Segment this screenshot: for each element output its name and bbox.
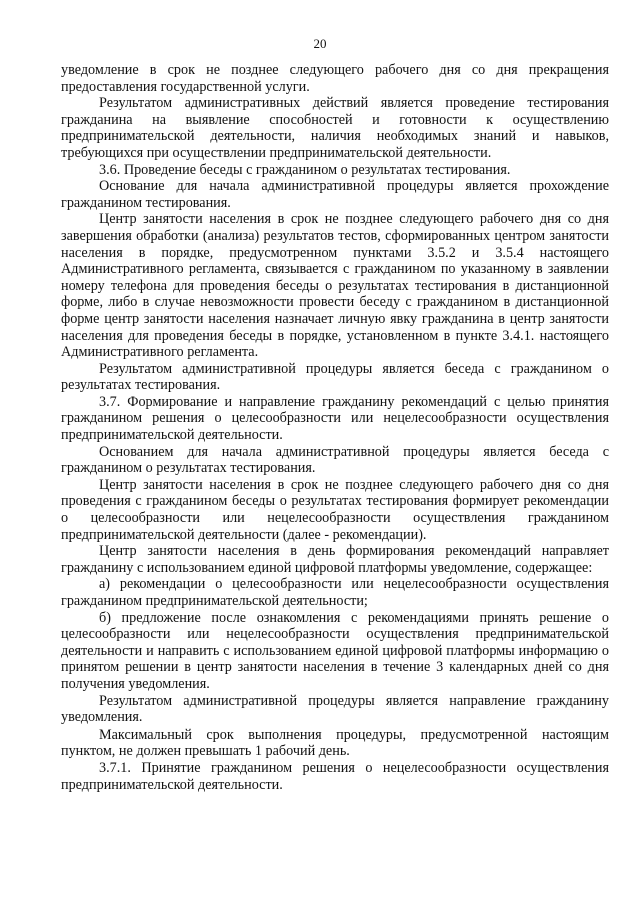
document-body [61, 62, 609, 793]
paragraph-procedure-3-6: Центр занятости населения в срок не позднее следующего рабочего дня со дня завершения обработки (анализа) результатов тестов, сформированных центром занятости населения в порядке, предусмотренном пунктами 3.5.2 и 3.5.4 настоящего Административного регламента, связывается с гражданином по указанному в заявлении номеру телефона для проведения беседы о результатах тестирования в дистанционной форме, либо в случае невозможности провести беседу с гражданином в дистанционной форме центр занятости населения назначает личную явку гражданина в центр занятости населения для проведения беседы в порядке, установленном в пункте 3.4.1. настоящего Административного регламента. [61, 211, 609, 361]
list-item-a: а) рекомендации о целесообразности или нецелесообразности осуществления гражданином предпринимательской деятельности; [61, 576, 609, 609]
paragraph-section-3-6: 3.6. Проведение беседы с гражданином о результатах тестирования. [99, 161, 511, 178]
paragraph-section-3-7: 3.7. Формирование и направление гражданину рекомендаций с целью принятия гражданином решения о целесообразности или нецелесообразности осуществления предпринимательской деятельности. [61, 393, 609, 444]
paragraph-notification: Центр занятости населения в день формирования рекомендаций направляет гражданину с использованием единой цифровой платформы уведомление, содержащее: [61, 543, 609, 576]
paragraph-continuation: уведомление в срок не позднее следующего рабочего дня со дня прекращения предоставления государственной услуги. [61, 62, 609, 95]
paragraph-testing-result: Результатом административных действий является проведение тестирования гражданина на выявление способностей и готовности к осуществлению предпринимательской деятельности, наличия необходимых знаний и навыков, требующихся при осуществлении предпринимательской деятельности. [61, 95, 609, 161]
paragraph-basis-3-6: Основание для начала административной процедуры является прохождение гражданином тестирования. [61, 178, 609, 211]
paragraph-recommendations: Центр занятости населения в срок не позднее следующего рабочего дня со дня проведения с гражданином беседы о результатах тестирования формирует рекомендации о целесообразности или нецелесообразности осуществления гражданином предпринимательской деятельности (далее - рекомендации). [61, 476, 609, 543]
page-number: 20 [313, 36, 327, 51]
paragraph-basis-3-7: Основанием для начала административной процедуры является беседа с гражданином о результатах тестирования. [61, 443, 609, 477]
paragraph-result-3-6: Результатом административной процедуры является беседа с гражданином о результатах тестирования. [61, 360, 609, 394]
list-item-b: б) предложение после ознакомления с рекомендациями принять решение о целесообразности или нецелесообразности осуществления предпринимательской деятельности и направить с использованием единой цифровой платформы информацию о принятом решении в центр занятости населения в течение 3 календарных дней со дня получения уведомления. [61, 609, 609, 692]
paragraph-section-3-7-1: 3.7.1. Принятие гражданином решения о нецелесообразности осуществления предпринимательской деятельности. [61, 759, 609, 793]
paragraph-result-3-7: Результатом административной процедуры является направление гражданину уведомления. [61, 692, 609, 726]
paragraph-max-term: Максимальный срок выполнения процедуры, предусмотренной настоящим пунктом, не должен превышать 1 рабочий день. [61, 726, 609, 760]
